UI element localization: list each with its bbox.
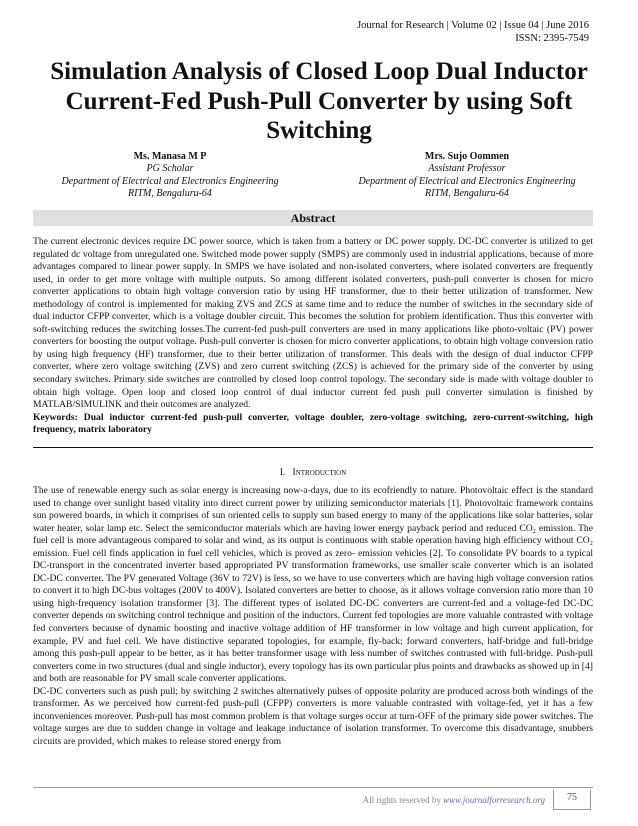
author-name: Mrs. Sujo Oommen: [424, 151, 510, 162]
section-number: I.: [279, 467, 286, 478]
footer-copyright: [363, 795, 545, 805]
footer-divider: [33, 787, 593, 788]
author-2: [327, 151, 607, 200]
paper-title: Simulation Analysis of Closed Loop Dual Inductor Current-Fed Push-Pull Converter by using Soft Switching: [50, 58, 588, 144]
abstract-heading: Abstract: [33, 210, 593, 226]
journal-line: Journal for Research | Volume 02 | Issue 04 | June 2016: [357, 20, 589, 31]
author-affil: RITM, Bengaluru-64: [425, 187, 509, 199]
author-name: Ms. Manasa M P: [133, 151, 207, 162]
section-heading: [33, 467, 593, 478]
abstract-divider: [33, 447, 593, 448]
section-title: Introduction: [292, 467, 347, 478]
author-role: PG Scholar: [146, 163, 194, 175]
body-text: [33, 485, 593, 748]
keywords: Keywords: Dual inductor current-fed push-pull converter, voltage doubler, zero-voltage switching, zero-current-switching, high frequency, matrix laboratory: [33, 411, 593, 436]
page-number: 75: [553, 789, 591, 810]
paragraph: DC-DC converters such as push pull; by switching 2 switches alternatively pulses of opposite polarity are produced across both windings of the transformer. As we perceived how current-fed push-pull (CFPP) converters is more valuable contrasted with voltage-fed, yet it has a few inconveniences moreover. Push-pull has most common problem is that voltage surges occur at turn-OFF of the primary side power switches. The voltage surges are due to sudden change in voltage and leakage inductance of isolation transformer. To overcome this disadvantage, snubbers circuits are provided, which makes to release stored energy from: [33, 685, 593, 747]
abstract-body: [33, 236, 593, 437]
author-role: Assistant Professor: [428, 163, 506, 175]
author-1: [30, 151, 310, 200]
author-dept: Department of Electrical and Electronics Engineering: [358, 175, 576, 187]
journal-header: [357, 20, 589, 45]
footer-rights: All rights reserved by: [362, 795, 441, 805]
author-dept: Department of Electrical and Electronics Engineering: [61, 175, 279, 187]
paragraph: The use of renewable energy such as solar energy is increasing now-a-days, due to its ecofriendly to nature. Photovoltaic effect is the standard used to change over sunlight based vitality into direct current power by utilizing semiconductor materials [1]. Photovoltaic framework contains sun powered boards, in which it comprises of sun oriented cells to supply sun based energy to many of the applications like solar batteries, solar water heater, solar lamp etc. Select the semiconductor materials which are having lower energy payback period and reduced CO₂ emission. The fuel cell is more advantageous compared to solar and wind, as its output is continuous with stable operation having high efficiency without CO₂ emission. Fuel cell finds application in fuel cell vehicles, which is proved as zero- emission vehicles [2]. To consolidate PV boards to a typical DC-transport in the concentrated inverter based appropriated PV transformation frameworks, use smaller scale converter which is an isolated DC-DC converter. The PV generated Voltage (36V to 72V) is less, so we have to use converters which are having high voltage conversion ratios to convert it to high DC-bus voltages (200V to 400V). Isolated converters are better to choose, as it allows voltage conversion ratio more than 10 using high-frequency isolation transformer [3]. The different types of isolated DC-DC converters are current-fed and a voltage-fed DC-DC converter depends on switching control technique and position of the inductors. Current fed topologies are more valuable contrasted with voltage fed converters because of dynamic boosting and inactive voltage addition of HF transformer in low voltage and high current application, for example, PV and fuel cell. We have distinctive separated topologies, for example, fly-back; forward converters, half-bridge and full-bridge among this push-pull appear to be better, as it has better transformer usage with less number of switches contrasted with full-bridge. Push-pull converters come in two structures (dual and single inductor), every topology has its own particular plus points and drawbacks as showed up in [4] and both are reasonable for PV small scale converter applications.: [33, 485, 593, 685]
issn: ISSN: 2395-7549: [515, 32, 589, 44]
footer-site-link[interactable]: www.journalforresearch.org: [443, 795, 545, 805]
abstract-text: The current electronic devices require DC power source, which is taken from a battery or DC power supply. DC-DC converter is utilized to get regulated dc voltage from unregulated one. Switched mode power supply (SMPS) are commonly used in industrial applications, because of more advantages compared to linear power supply. In SMPS we have isolated and non-isolated converters, where isolated converters are frequently used, in order to get more voltage with multiple outputs. So among different isolated converters, push-pull converter is chosen for micro converter applications to obtain high voltage conversion ratio by using HF transformer, due to their better utilization of transformer. New methodology of control is implemented for making ZVS and ZCS at same time and to reduce the number of switches in the secondary side of dual inductor CFPP converter, which is a voltage doubler circuit. This becomes the solution for problem identification. Thus this converter with soft-switching reduces the switching losses.The current-fed push-pull converters are used in many applications like photo-voltaic (PV) power converters for boosting the output voltage. Push-pull converter is chosen for micro converter applications, to obtain high voltage conversion ratio by using high frequency (HF) transformer, due to their better utilization of transformer. This deals with the design of dual inductor CFPP converter, where zero voltage switching (ZVS) and zero current switching (ZCS) is achieved for the primary side of the converter by using secondary switches. Primary side switches are controlled by closed loop control topology. The secondary side is made with voltage doubler to obtain high voltage. Open loop and closed loop control of dual inductor current fed push pull converter simulation is finished by MATLAB/SIMULINK and their outcomes are analyzed.: [33, 236, 593, 411]
author-affil: RITM, Bengaluru-64: [128, 187, 212, 199]
